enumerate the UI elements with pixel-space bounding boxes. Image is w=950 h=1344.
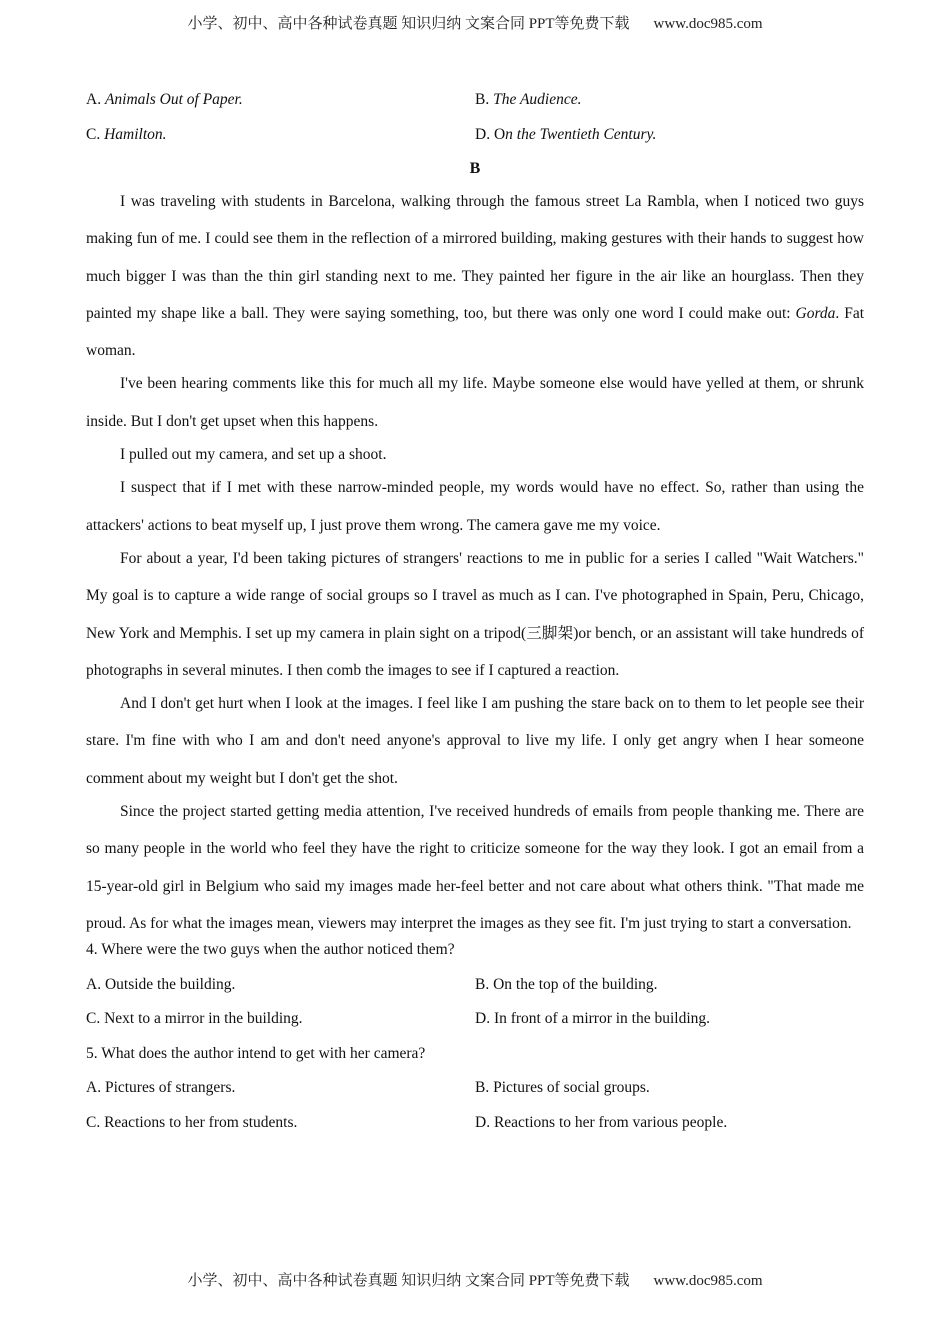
passage-paragraph: For about a year, I'd been taking pictures of strangers' reactions to me in public for a series I called "Wait Watchers." My goal is to capture a wide range of social groups so I travel as much as I can. I've photographed in Spain, Peru, Chicago, New York and Memphis. I set up my camera in plain sight on a tripod(三脚架)or bench, or an assistant will take hundreds of photographs in several minutes. I then comb the images to see if I captured a reaction. bbox=[86, 549, 864, 679]
passage-paragraph: And I don't get hurt when I look at the images. I feel like I am pushing the stare back on to them to let people see their stare. I'm fine with who I am and don't need anyone's approval to live my life. I only get angry when I hear someone comment about my weight but I don't get the shot. bbox=[86, 695, 864, 787]
question-options-row bbox=[86, 1007, 864, 1042]
passage-paragraph: I pulled out my camera, and set up a shoot. bbox=[120, 446, 387, 464]
passage-paragraph: I suspect that if I met with these narrow-minded people, my words would have no effect. So, rather than using the attackers' actions to beat myself up, I just prove them wrong. The camera gave me my voice. bbox=[86, 479, 864, 534]
prev-option-c: C. Hamilton. bbox=[86, 125, 167, 143]
prev-option-a: A. Animals Out of Paper. bbox=[86, 91, 243, 108]
prev-options-row-1 bbox=[86, 88, 864, 123]
section-title: B bbox=[469, 160, 481, 177]
prev-options-row-2 bbox=[86, 123, 864, 158]
footer-site-link[interactable]: www.doc985.com bbox=[653, 1273, 763, 1289]
page-header bbox=[0, 12, 950, 33]
header-site-link[interactable]: www.doc985.com bbox=[653, 16, 763, 32]
passage-paragraph: I was traveling with students in Barcelona, walking through the famous street La Rambla, when I noticed two guys making fun of me. I could see them in the reflection of a mirrored building, making gestures with their hands to suggest how much bigger I was than the thin girl standing next to me. They painted her figure in the air like an hourglass. Then they painted my shape like a ball. They were saying something, too, but there was only one word I could make out: Gorda. Fat woman. bbox=[86, 193, 865, 360]
question-options-row bbox=[86, 1111, 864, 1146]
question-options-row bbox=[86, 973, 864, 1008]
passage-paragraph: I've been hearing comments like this for much all my life. Maybe someone else would have yelled at them, or shrunk inside. But I don't get upset when this happens. bbox=[86, 375, 864, 430]
page-footer bbox=[0, 1269, 950, 1290]
passage-paragraph: Since the project started getting media attention, I've received hundreds of emails from people thanking me. There are so many people in the world who feel they have the right to criticize someone for the way they look. I got an email from a 15-year-old girl in Belgium who said my images made her-feel better and not care about what others think. "That made me proud. As for what the images mean, viewers may interpret the images as they see fit. I'm just trying to start a conversation. bbox=[86, 803, 864, 932]
header-title: 小学、初中、高中各种试卷真题 知识归纳 文案合同 PPT等免费下载 bbox=[187, 16, 630, 32]
question-stem: 5. What does the author intend to get with her camera? bbox=[86, 1044, 426, 1062]
prev-option-b: B. The Audience. bbox=[475, 91, 582, 108]
document-body bbox=[86, 88, 864, 1145]
prev-option-d: D. On the Twentieth Century. bbox=[475, 125, 657, 143]
option-c: C. Next to a mirror in the building. bbox=[86, 1010, 303, 1028]
option-d: D. In front of a mirror in the building. bbox=[475, 1010, 711, 1028]
question-stem: 4. Where were the two guys when the author noticed them? bbox=[86, 941, 455, 959]
option-a: A. Pictures of strangers. bbox=[86, 1079, 236, 1097]
question-options-row bbox=[86, 1076, 864, 1111]
footer-title: 小学、初中、高中各种试卷真题 知识归纳 文案合同 PPT等免费下载 bbox=[187, 1273, 630, 1289]
option-b: B. On the top of the building. bbox=[475, 975, 658, 993]
option-c: C. Reactions to her from students. bbox=[86, 1113, 298, 1131]
option-d: D. Reactions to her from various people. bbox=[475, 1113, 728, 1131]
option-a: A. Outside the building. bbox=[86, 975, 236, 993]
option-b: B. Pictures of social groups. bbox=[475, 1079, 650, 1097]
